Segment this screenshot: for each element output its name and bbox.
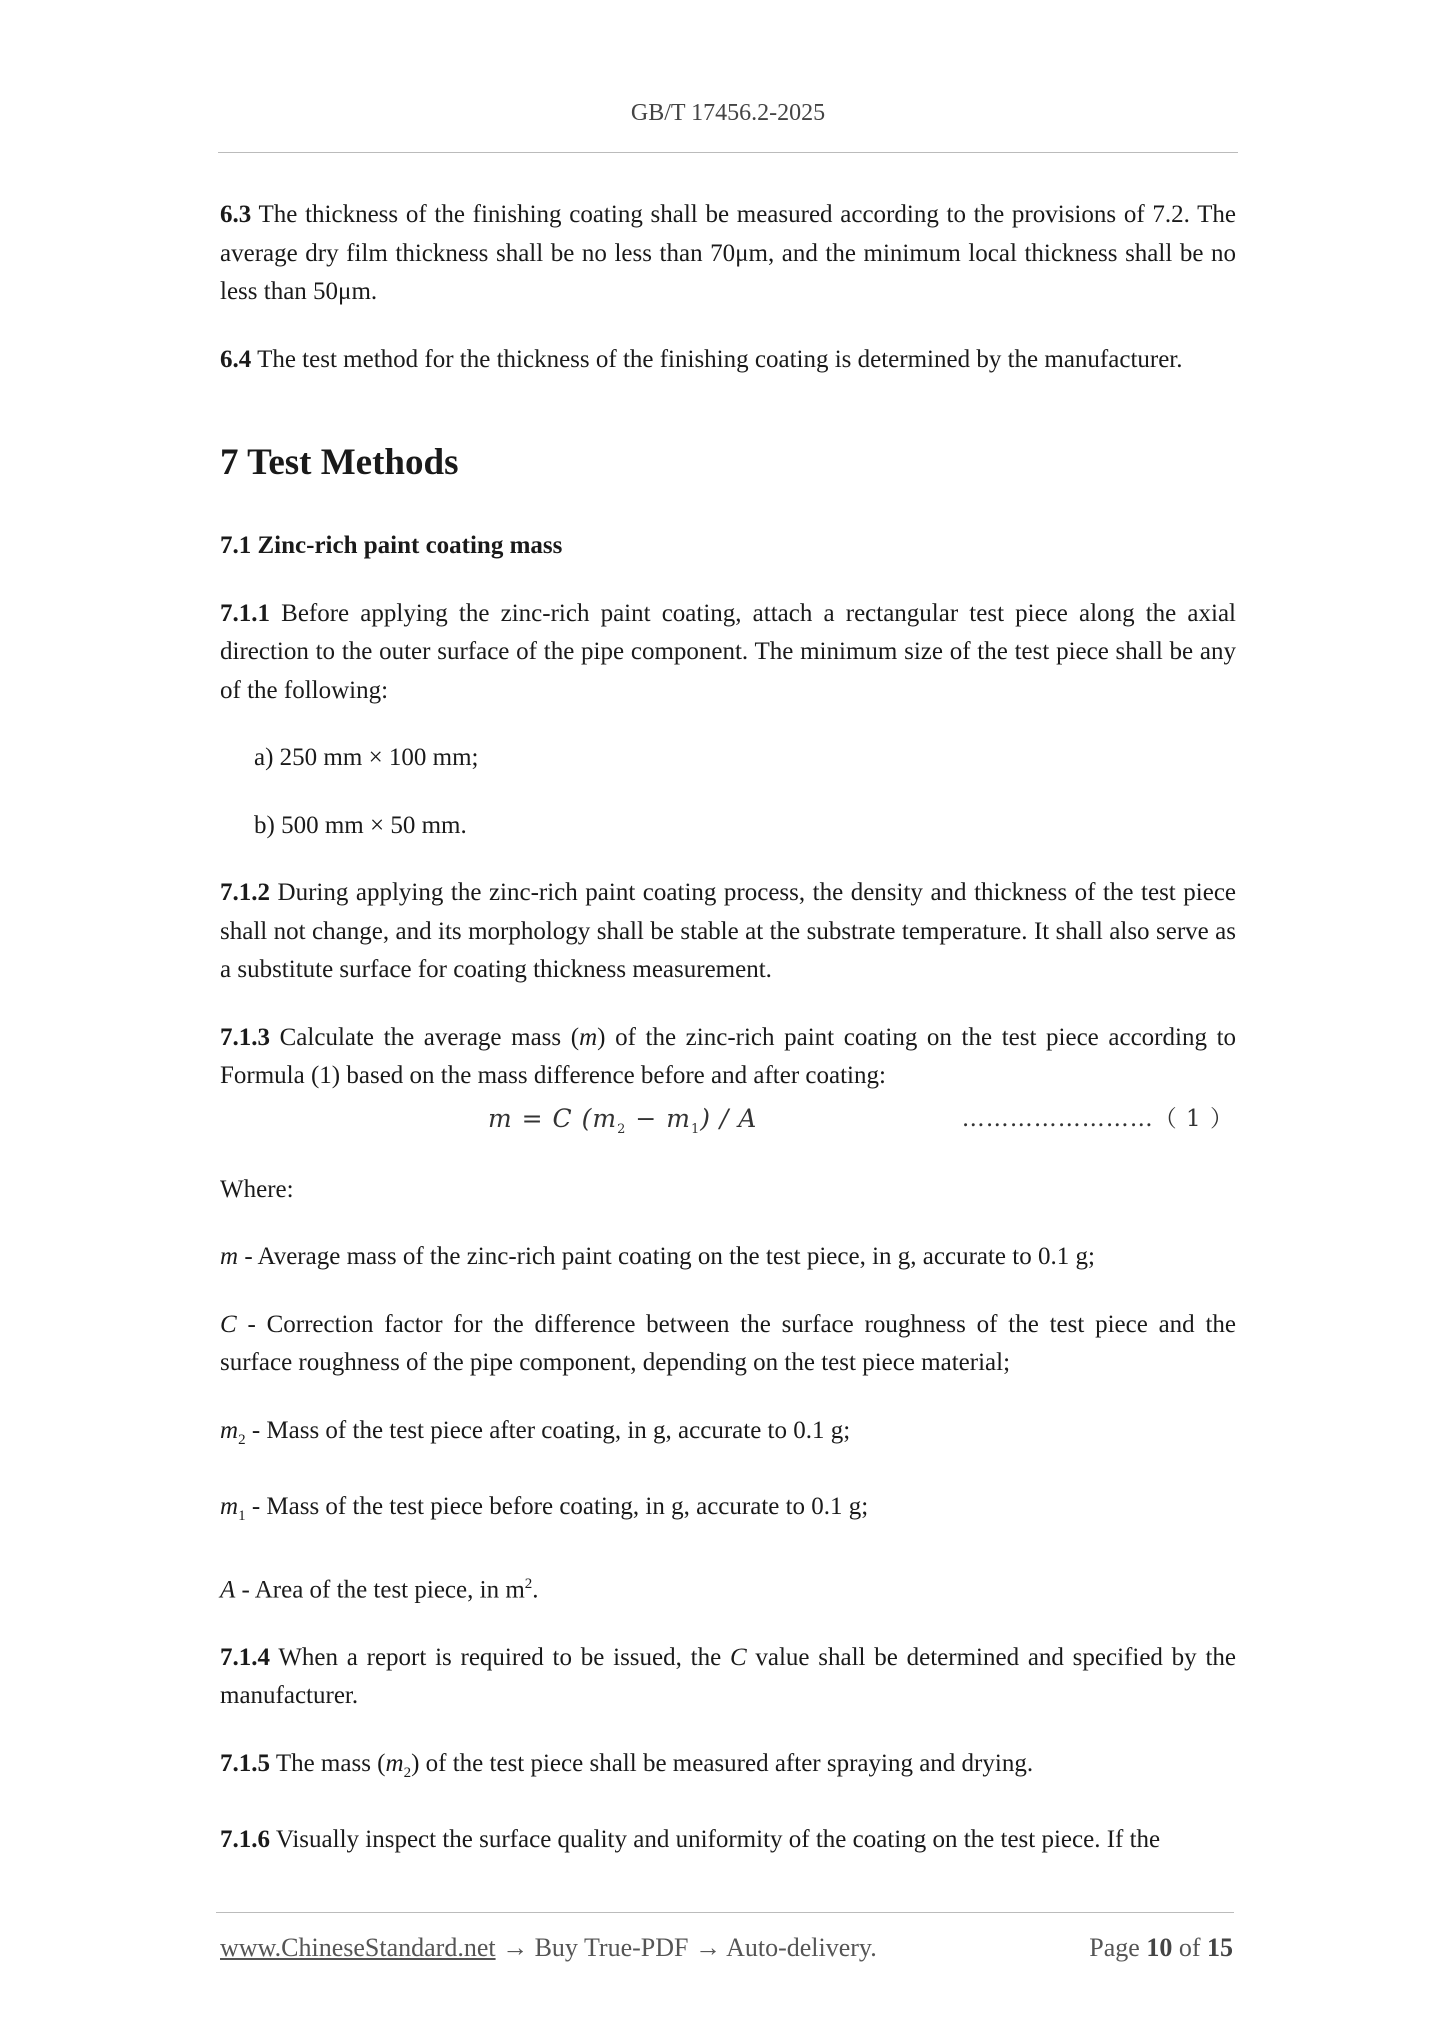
definition-text: - Mass of the test piece after coating, in g, accurate to 0.1 g; [245, 1416, 851, 1444]
header-divider [218, 152, 1238, 153]
definition-m [220, 1238, 1236, 1277]
page-indicator [1089, 1933, 1233, 1963]
definition-m2 [220, 1412, 1236, 1460]
definition-text: - Correction factor for the difference between the surface roughness of the test piece and the surface roughness of the pipe component, depending on the test piece material; [220, 1310, 1236, 1377]
formula-subscript: 1 [690, 1121, 701, 1137]
clause-text: The test method for the thickness of the finishing coating is determined by the manufacturer. [257, 345, 1183, 373]
section-heading-7: 7 Test Methods [220, 442, 459, 483]
clause-text: Visually inspect the surface quality and uniformity of the coating on the test piece. If the [275, 1826, 1161, 1854]
symbol: A [220, 1576, 236, 1604]
arrow-icon: → [688, 1933, 727, 1962]
footer-promo [220, 1933, 877, 1963]
delivery-text: Auto-delivery. [726, 1933, 877, 1962]
document-header: GB/T 17456.2-2025 [630, 100, 826, 126]
definition-text: - Mass of the test piece before coating, in g, accurate to 0.1 g; [245, 1493, 869, 1521]
clause-number: 6.4 [220, 345, 252, 373]
clause-text: During applying the zinc-rich paint coating process, the density and thickness of the test piece shall not change, and its morphology shall be stable at the substrate temperature. It shall also serve as a substitute surface for coating thickness measurement. [220, 879, 1237, 984]
symbol: m [220, 1493, 239, 1521]
clause-text: ) of the test piece shall be measured after spraying and drying. [411, 1749, 1034, 1777]
formula-number: ……………………（ 1 ） [961, 1105, 1234, 1132]
list-item: b) 500 mm × 50 mm. [254, 811, 467, 839]
clause-text: The thickness of the finishing coating shall be measured according to the provisions of 7.2. The average dry film thickness shall be no less than 70μm, and the minimum local thickness shall be no less than 50μm. [220, 201, 1236, 305]
formula-1 [220, 1100, 1236, 1138]
clause-text: When a report is required to be issued, the [278, 1643, 730, 1671]
definition-text: - Average mass of the zinc-rich paint coating on the test piece, in g, accurate to 0.1 g; [238, 1243, 1095, 1271]
clause-number: 7.1.6 [220, 1826, 270, 1854]
page-label: Page [1089, 1933, 1140, 1962]
clause-text: The mass ( [275, 1749, 386, 1777]
definition-end: . [532, 1576, 539, 1604]
symbol-superscript: 2 [524, 1575, 533, 1592]
clause-7-1-3 [220, 1019, 1236, 1096]
variable-m: m [385, 1749, 404, 1777]
clause-number: 7.1.5 [220, 1749, 270, 1777]
symbol-subscript: 1 [238, 1508, 246, 1525]
clause-7-1-5 [220, 1745, 1236, 1793]
arrow-icon: → [495, 1933, 535, 1962]
definition-text: - Area of the test piece, in m [235, 1576, 525, 1604]
clause-number: 7.1.1 [220, 599, 270, 627]
formula-expression [488, 1104, 757, 1137]
clause-text: Calculate the average mass ( [279, 1023, 580, 1051]
clause-7-1-4 [220, 1639, 1236, 1716]
page-total: 15 [1207, 1933, 1233, 1962]
clause-number: 6.3 [220, 201, 252, 228]
symbol: C [220, 1310, 237, 1338]
variable-m: m [579, 1023, 598, 1051]
clause-7-1-6 [220, 1821, 1236, 1860]
clause-number: 7.1.3 [220, 1023, 270, 1051]
definition-a [220, 1565, 1236, 1610]
variable-c: C [729, 1643, 747, 1671]
where-label: Where: [220, 1175, 294, 1203]
clause-number: 7.1.2 [220, 879, 270, 907]
list-item: a) 250 mm × 100 mm; [254, 744, 479, 772]
clause-6-3 [220, 196, 1236, 312]
symbol-subscript: 2 [238, 1431, 246, 1448]
clause-text: Before applying the zinc-rich paint coating, attach a rectangular test piece along the axial direction to the outer surface of the pipe component. The minimum size of the test piece shall be any of the following: [220, 599, 1236, 704]
of-label: of [1178, 1933, 1201, 1962]
formula-part: ) / A [700, 1103, 758, 1133]
definition-c [220, 1306, 1236, 1383]
clause-6-4 [220, 341, 1236, 380]
buy-pdf-text: Buy True-PDF [534, 1933, 689, 1962]
clause-text: value shall be determined and specified by the manufacturer. [220, 1643, 1236, 1710]
variable-subscript: 2 [403, 1764, 412, 1781]
footer-divider [216, 1912, 1234, 1913]
symbol: m [220, 1416, 239, 1444]
clause-7-1-1 [220, 595, 1236, 711]
clause-text: ) of the zinc-rich paint coating on the test piece according to Formula (1) based on the mass difference before and after coating: [220, 1023, 1237, 1090]
page-number: 10 [1146, 1933, 1173, 1962]
subsection-heading-7-1: 7.1 Zinc-rich paint coating mass [220, 532, 563, 560]
formula-part: − m [626, 1103, 691, 1133]
website-link[interactable]: www.ChineseStandard.net [220, 1933, 496, 1962]
formula-part: = C (m [512, 1103, 618, 1133]
symbol: m [220, 1243, 239, 1271]
formula-subscript: 2 [617, 1121, 627, 1137]
clause-7-1-2 [220, 874, 1236, 990]
clause-number: 7.1.4 [220, 1643, 270, 1671]
definition-m1 [220, 1488, 1236, 1536]
page-content [220, 196, 1236, 1860]
formula-lhs: m [488, 1103, 513, 1133]
